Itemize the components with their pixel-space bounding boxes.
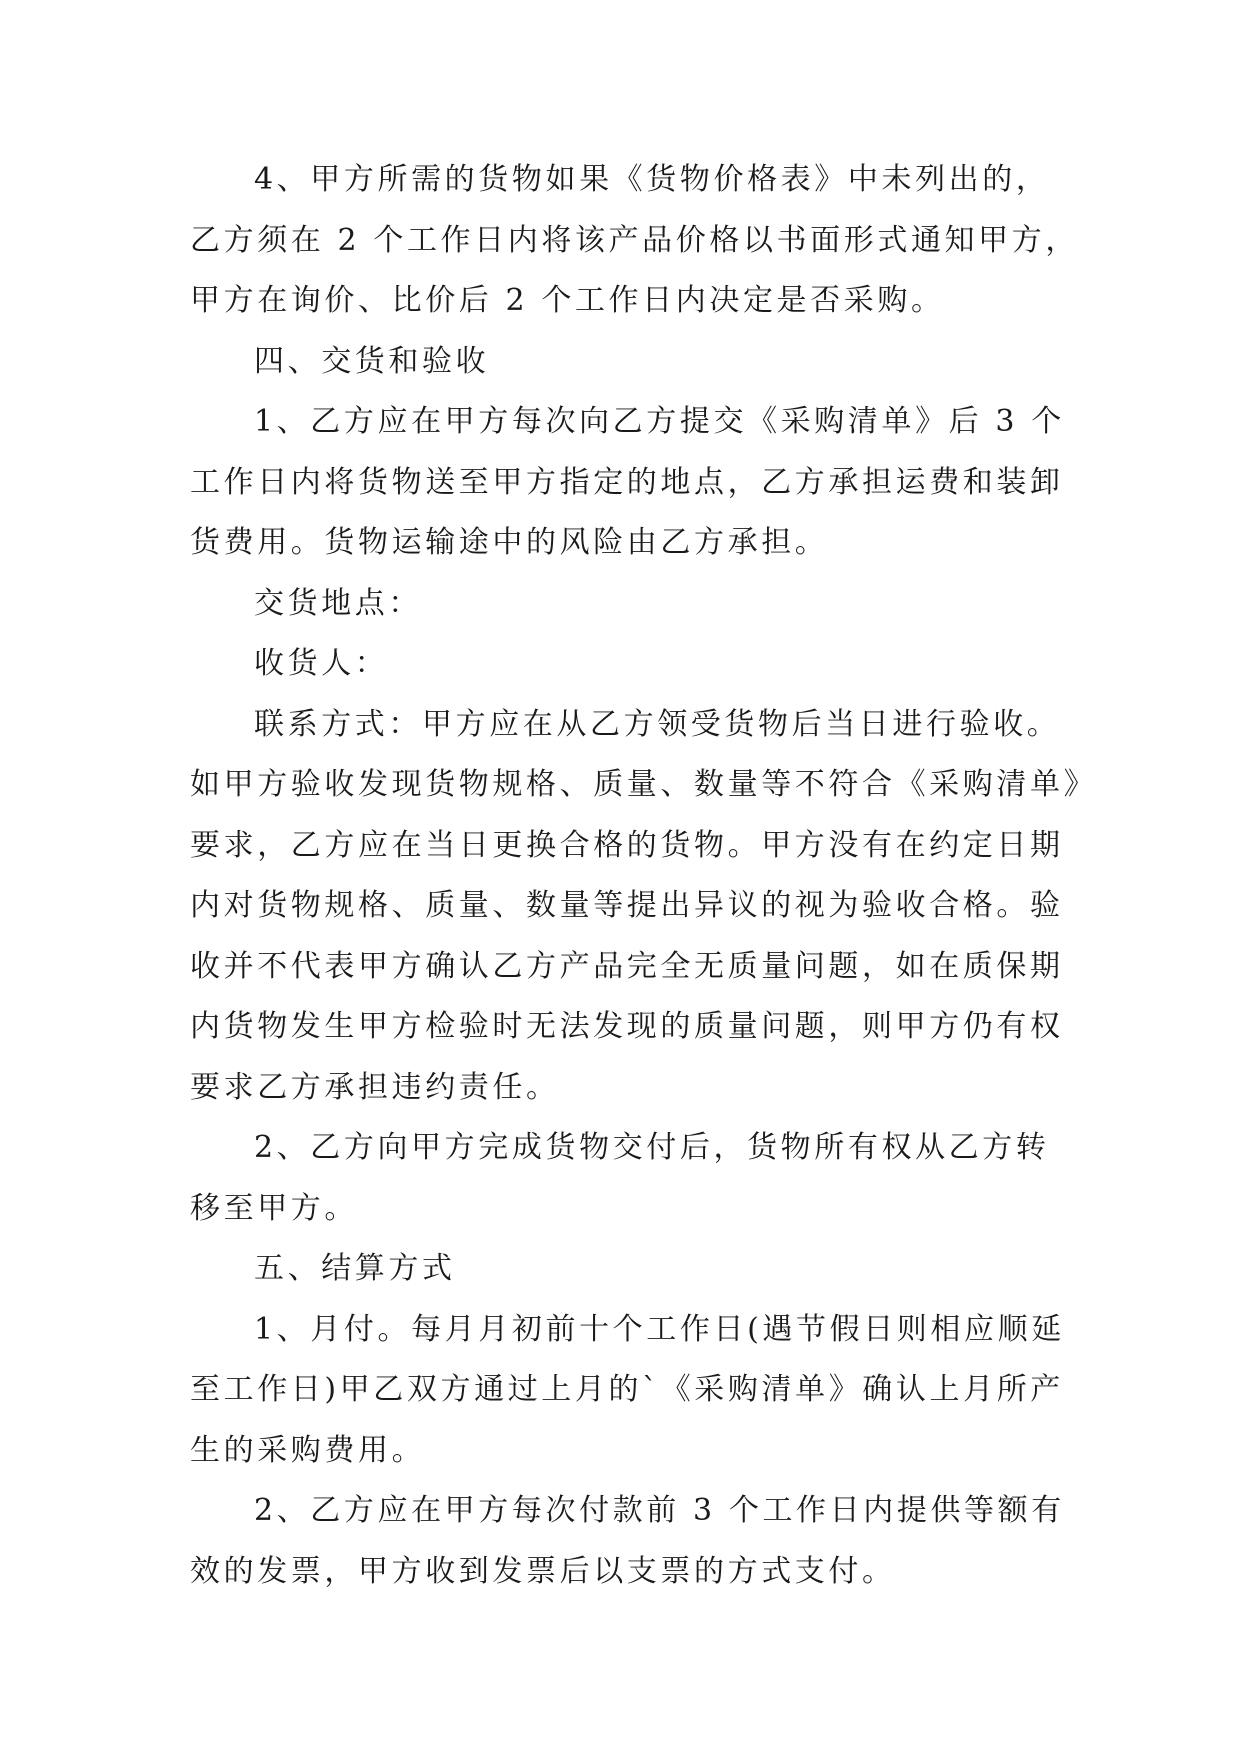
paragraph-line: 效的发票，甲方收到发票后以支票的方式支付。	[190, 1553, 896, 1589]
paragraph-line: 如甲方验收发现货物规格、质量、数量等不符合《采购清单》	[190, 767, 1098, 802]
paragraph-line: 内货物发生甲方检验时无法发现的质量问题，则甲方仍有权	[190, 1009, 1064, 1044]
paragraph-line: 要求，乙方应在当日更换合格的货物。甲方没有在约定日期	[190, 827, 1064, 863]
paragraph-line: 乙方须在 2 个工作日内将该产品价格以书面形式通知甲方，	[190, 222, 1079, 258]
document-body	[190, 150, 1098, 1602]
paragraph-line: 甲方在询价、比价后 2 个工作日内决定是否采购。	[190, 283, 945, 318]
paragraph-line: 1、乙方应在甲方每次向乙方提交《采购清单》后 3 个	[254, 404, 1065, 439]
section-heading: 四、交货和验收	[254, 343, 490, 379]
paragraph-line: 联系方式：甲方应在从乙方领受货物后当日进行验收。	[254, 706, 1061, 742]
paragraph-line: 工作日内将货物送至甲方指定的地点，乙方承担运费和装卸	[190, 464, 1064, 500]
paragraph-line: 2、乙方向甲方完成货物交付后，货物所有权从乙方转	[254, 1130, 1050, 1165]
paragraph-line: 1、月付。每月月初前十个工作日(遇节假日则相应顺延	[254, 1311, 1065, 1347]
paragraph-line: 要求乙方承担违约责任。	[190, 1069, 560, 1105]
paragraph-line: 至工作日)甲乙双方通过上月的`《采购清单》确认上月所产	[190, 1372, 1064, 1407]
section-heading: 五、结算方式	[254, 1251, 456, 1286]
paragraph-line: 货费用。货物运输途中的风险由乙方承担。	[190, 525, 829, 560]
field-label-recipient: 收货人：	[254, 646, 389, 681]
paragraph-line: 生的采购费用。	[190, 1432, 426, 1468]
paragraph-line: 移至甲方。	[190, 1190, 358, 1226]
paragraph-line: 2、乙方应在甲方每次付款前 3 个工作日内提供等额有	[254, 1493, 1065, 1528]
paragraph-line: 内对货物规格、质量、数量等提出异议的视为验收合格。验	[190, 888, 1064, 923]
paragraph-line: 收并不代表甲方确认乙方产品完全无质量问题，如在质保期	[190, 948, 1064, 984]
field-label-delivery-location: 交货地点：	[254, 585, 422, 621]
paragraph-line: 4、甲方所需的货物如果《货物价格表》中未列出的，	[254, 162, 1050, 197]
